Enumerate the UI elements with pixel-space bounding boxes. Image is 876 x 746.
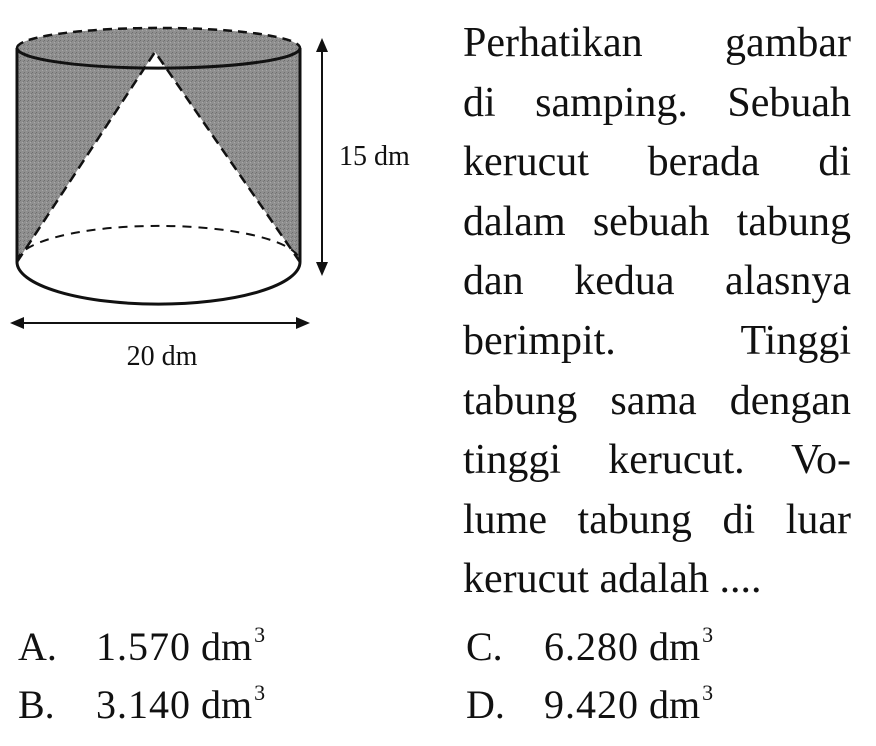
height-arrow-bottom-head [316, 262, 328, 276]
option-unit: dm [201, 682, 253, 727]
option-value: 1.570 [96, 624, 191, 669]
option-exponent: 3 [702, 680, 714, 705]
option-value: 3.140 [96, 682, 191, 727]
option-unit: dm [649, 624, 701, 669]
diameter-label: 20 dm [126, 341, 198, 372]
diameter-arrow-right-head [296, 317, 310, 329]
option-c[interactable] [466, 612, 713, 670]
option-a[interactable] [18, 612, 265, 670]
height-label: 15 dm [339, 141, 410, 172]
question-line: dan kedua alasnya [463, 258, 851, 305]
option-letter: B. [18, 682, 55, 727]
option-unit: dm [201, 624, 253, 669]
question-line: kerucut berada di [463, 139, 851, 186]
question-text [463, 14, 851, 610]
option-letter: C. [466, 624, 503, 669]
height-arrow-top-head [316, 38, 328, 52]
option-d[interactable] [466, 670, 713, 728]
question-line: tinggi kerucut. Vo- [463, 437, 851, 484]
option-b[interactable] [18, 670, 265, 728]
cylinder-base-back [17, 226, 300, 262]
option-exponent: 3 [254, 680, 266, 705]
option-value: 9.420 [544, 682, 639, 727]
question-line: lume tabung di luar [463, 496, 851, 543]
cylinder-cone-figure [0, 0, 440, 400]
question-line: Perhatikan gambar [463, 20, 851, 66]
option-exponent: 3 [254, 622, 266, 647]
diameter-arrow-left-head [10, 317, 24, 329]
option-exponent: 3 [702, 622, 714, 647]
question-line: kerucut adalah .... [463, 556, 762, 603]
question-line: dalam sebuah tabung [463, 198, 851, 245]
cylinder-base-front [17, 262, 300, 304]
question-line: berimpit. Tinggi [463, 317, 851, 364]
option-letter: D. [466, 682, 505, 727]
option-unit: dm [649, 682, 701, 727]
question-line: tabung sama dengan [463, 377, 851, 424]
question-line: di samping. Sebuah [463, 79, 851, 126]
option-value: 6.280 [544, 624, 639, 669]
option-letter: A. [18, 624, 57, 669]
